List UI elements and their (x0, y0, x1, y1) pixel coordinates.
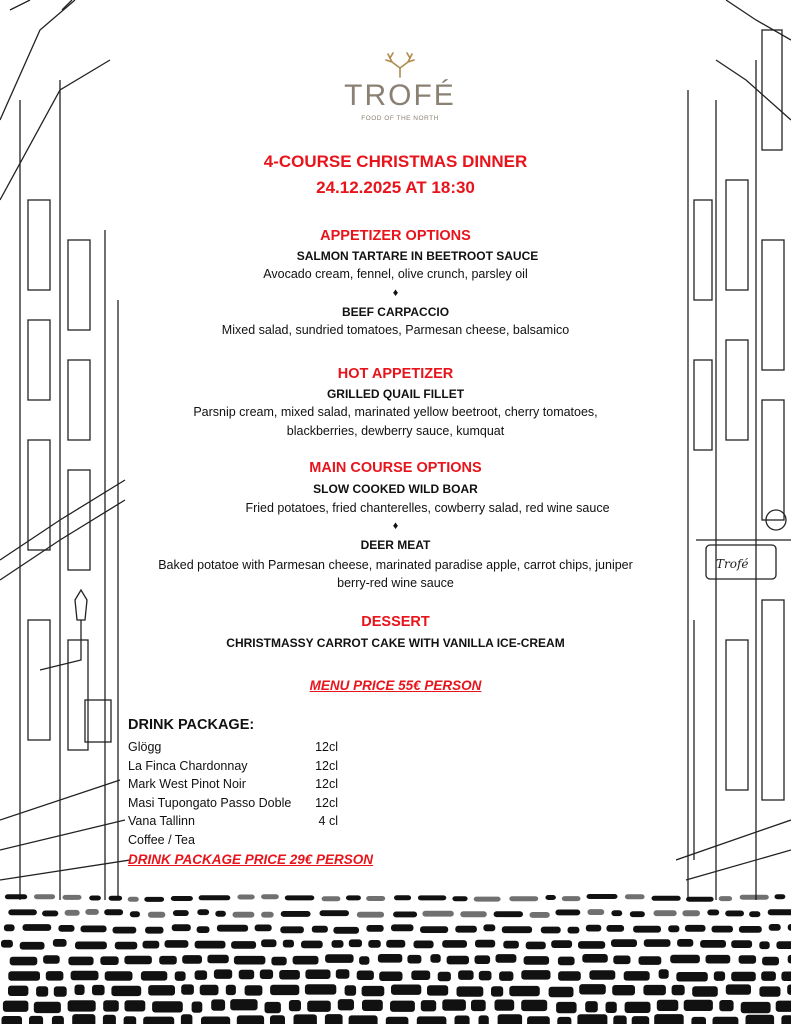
hot-appetizer-heading: HOT APPETIZER (337, 366, 454, 382)
drink-package-heading: DRINK PACKAGE: (128, 717, 255, 733)
logo (340, 52, 460, 122)
diamond-separator: ♦ (392, 520, 399, 532)
drink-volume: 12cl (315, 758, 338, 773)
hot-appetizer-dish: GRILLED QUAIL FILLET (326, 387, 465, 401)
appetizer-dish-2: BEEF CARPACCIO (341, 305, 450, 319)
drink-volume: 4 cl (318, 814, 338, 828)
title-line1: 4-COURSE CHRISTMAS DINNER (263, 152, 528, 171)
menu-price: MENU PRICE 55€ PERSON (309, 678, 482, 693)
main-desc-1: Fried potatoes, fried chanterelles, cowberry salad, red wine sauce (245, 501, 610, 515)
diamond-separator: ♦ (392, 287, 399, 299)
main-course-heading: MAIN COURSE OPTIONS (309, 460, 482, 476)
dessert-heading: DESSERT (361, 614, 430, 630)
dessert-dish: CHRISTMASSY CARROT CAKE WITH VANILLA ICE-CREAM (226, 636, 565, 650)
appetizer-desc-2: Mixed salad, sundried tomatoes, Parmesan cheese, balsamico (221, 323, 570, 337)
drink-volume: 12cl (315, 777, 338, 791)
drink-volume: 12cl (315, 795, 338, 810)
street-illustration-right (676, 0, 791, 900)
title-line2: 24.12.2025 AT 18:30 (316, 178, 475, 197)
appetizer-desc-1: Avocado cream, fennel, olive crunch, parsley oil (263, 267, 528, 281)
antler-icon (380, 52, 420, 78)
hot-appetizer-desc-1: Parsnip cream, mixed salad, marinated yellow beetroot, cherry tomatoes, (193, 405, 598, 419)
main-desc-2a: Baked potatoe with Parmesan cheese, marinated paradise apple, carrot chips, juniper (158, 558, 633, 572)
drink-name: Coffee / Tea (128, 832, 195, 847)
drink-name: Mark West Pinot Noir (128, 777, 246, 791)
main-dish-1: SLOW COOKED WILD BOAR (313, 482, 478, 496)
appetizer-dish-1: SALMON TARTARE IN BEETROOT SAUCE (296, 249, 539, 263)
drink-name: Glögg (128, 740, 162, 754)
appetizer-heading: APPETIZER OPTIONS (320, 228, 471, 244)
svg-text:Trofé: Trofé (716, 557, 749, 571)
drink-name: Masi Tupongato Passo Doble (128, 795, 292, 810)
drink-name: La Finca Chardonnay (128, 758, 248, 773)
hot-appetizer-desc-2: blackberries, dewberry sauce, kumquat (286, 424, 505, 438)
drink-name: Vana Tallinn (128, 814, 195, 828)
drink-volume: 12cl (315, 740, 338, 754)
street-illustration-left (0, 0, 130, 900)
main-dish-2: DEER MEAT (360, 538, 431, 552)
drink-package-price: DRINK PACKAGE PRICE 29€ PERSON (128, 852, 374, 867)
cobblestone-illustration (0, 874, 791, 1024)
logo-wordmark: TROFÉ (344, 79, 456, 112)
logo-tagline: FOOD OF THE NORTH (361, 115, 439, 122)
main-desc-2b: berry-red wine sauce (337, 576, 454, 590)
